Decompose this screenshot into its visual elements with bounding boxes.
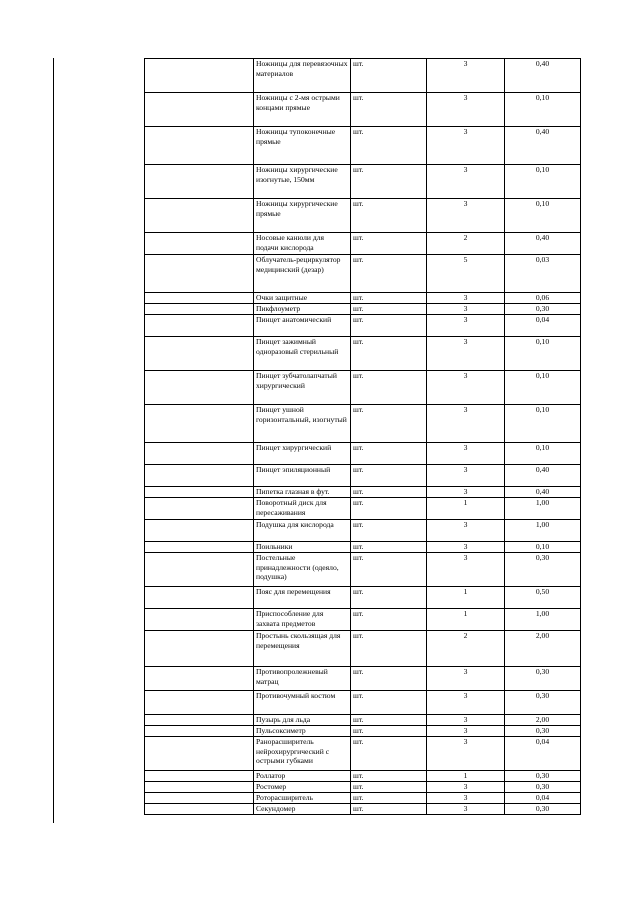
table-row bbox=[145, 487, 581, 498]
quantity-cell: 3 bbox=[427, 804, 505, 815]
left-margin-line bbox=[53, 58, 54, 823]
unit-cell: шт. bbox=[351, 631, 427, 667]
row-number-cell bbox=[145, 487, 254, 498]
unit-cell: шт. bbox=[351, 304, 427, 315]
quantity-cell: 3 bbox=[427, 443, 505, 465]
quantity-cell: 3 bbox=[427, 737, 505, 771]
quantity-cell: 3 bbox=[427, 691, 505, 715]
name-cell: Носовые канюли для подачи кислорода bbox=[254, 233, 351, 255]
row-number-cell bbox=[145, 337, 254, 371]
norm-cell: 1,00 bbox=[505, 520, 581, 542]
row-number-cell bbox=[145, 405, 254, 443]
norm-cell: 0,10 bbox=[505, 165, 581, 199]
unit-cell: шт. bbox=[351, 498, 427, 520]
unit-cell: шт. bbox=[351, 542, 427, 553]
quantity-cell: 3 bbox=[427, 59, 505, 93]
unit-cell: шт. bbox=[351, 691, 427, 715]
unit-cell: шт. bbox=[351, 165, 427, 199]
name-cell: Пинцет ушной горизонтальный, изогнутый bbox=[254, 405, 351, 443]
norm-cell: 0,40 bbox=[505, 59, 581, 93]
name-cell: Ножницы тупоконечные прямые bbox=[254, 127, 351, 165]
norm-cell: 0,40 bbox=[505, 465, 581, 487]
unit-cell: шт. bbox=[351, 337, 427, 371]
row-number-cell bbox=[145, 443, 254, 465]
norm-cell: 1,00 bbox=[505, 498, 581, 520]
table-row bbox=[145, 93, 581, 127]
unit-cell: шт. bbox=[351, 726, 427, 737]
table-row bbox=[145, 315, 581, 337]
row-number-cell bbox=[145, 667, 254, 691]
quantity-cell: 1 bbox=[427, 609, 505, 631]
unit-cell: шт. bbox=[351, 443, 427, 465]
norm-cell: 0,40 bbox=[505, 487, 581, 498]
row-number-cell bbox=[145, 553, 254, 587]
row-number-cell bbox=[145, 771, 254, 782]
table-row bbox=[145, 293, 581, 304]
name-cell: Подушка для кислорода bbox=[254, 520, 351, 542]
norm-cell: 0,04 bbox=[505, 793, 581, 804]
table-row bbox=[145, 371, 581, 405]
row-number-cell bbox=[145, 520, 254, 542]
quantity-cell: 3 bbox=[427, 293, 505, 304]
name-cell: Ранорасширитель нейрохирургический с острыми губками bbox=[254, 737, 351, 771]
unit-cell: шт. bbox=[351, 553, 427, 587]
norm-cell: 0,40 bbox=[505, 233, 581, 255]
table-row bbox=[145, 587, 581, 609]
table-row bbox=[145, 520, 581, 542]
table-row bbox=[145, 127, 581, 165]
norm-cell: 0,30 bbox=[505, 691, 581, 715]
quantity-cell: 3 bbox=[427, 465, 505, 487]
table-row bbox=[145, 405, 581, 443]
table-row bbox=[145, 771, 581, 782]
quantity-cell: 2 bbox=[427, 233, 505, 255]
name-cell: Постельные принадлежности (одеяло, подушка) bbox=[254, 553, 351, 587]
quantity-cell: 3 bbox=[427, 793, 505, 804]
name-cell: Пузырь для льда bbox=[254, 715, 351, 726]
unit-cell: шт. bbox=[351, 587, 427, 609]
norm-cell: 0,10 bbox=[505, 542, 581, 553]
quantity-cell: 3 bbox=[427, 304, 505, 315]
norm-cell: 0,30 bbox=[505, 804, 581, 815]
row-number-cell bbox=[145, 304, 254, 315]
row-number-cell bbox=[145, 542, 254, 553]
row-number-cell bbox=[145, 165, 254, 199]
unit-cell: шт. bbox=[351, 715, 427, 726]
unit-cell: шт. bbox=[351, 487, 427, 498]
name-cell: Простынь скользящая для перемещения bbox=[254, 631, 351, 667]
name-cell: Пинцет эпиляционный bbox=[254, 465, 351, 487]
norm-cell: 0,06 bbox=[505, 293, 581, 304]
norm-cell: 0,30 bbox=[505, 782, 581, 793]
row-number-cell bbox=[145, 127, 254, 165]
norm-cell: 0,10 bbox=[505, 93, 581, 127]
row-number-cell bbox=[145, 233, 254, 255]
norm-cell: 0,10 bbox=[505, 337, 581, 371]
unit-cell: шт. bbox=[351, 737, 427, 771]
norm-cell: 0,04 bbox=[505, 737, 581, 771]
quantity-cell: 3 bbox=[427, 315, 505, 337]
unit-cell: шт. bbox=[351, 59, 427, 93]
table-row bbox=[145, 337, 581, 371]
norm-cell: 0,50 bbox=[505, 587, 581, 609]
name-cell: Поильники bbox=[254, 542, 351, 553]
unit-cell: шт. bbox=[351, 465, 427, 487]
quantity-cell: 3 bbox=[427, 667, 505, 691]
norm-cell: 0,30 bbox=[505, 304, 581, 315]
quantity-cell: 3 bbox=[427, 542, 505, 553]
quantity-cell: 3 bbox=[427, 715, 505, 726]
norm-cell: 2,00 bbox=[505, 631, 581, 667]
unit-cell: шт. bbox=[351, 804, 427, 815]
quantity-cell: 3 bbox=[427, 127, 505, 165]
name-cell: Ножницы с 2-мя острыми концами прямые bbox=[254, 93, 351, 127]
quantity-cell: 3 bbox=[427, 165, 505, 199]
norm-cell: 0,30 bbox=[505, 771, 581, 782]
unit-cell: шт. bbox=[351, 609, 427, 631]
equipment-table bbox=[144, 58, 581, 815]
row-number-cell bbox=[145, 726, 254, 737]
unit-cell: шт. bbox=[351, 127, 427, 165]
quantity-cell: 3 bbox=[427, 371, 505, 405]
row-number-cell bbox=[145, 804, 254, 815]
unit-cell: шт. bbox=[351, 793, 427, 804]
row-number-cell bbox=[145, 59, 254, 93]
name-cell: Противочумный костюм bbox=[254, 691, 351, 715]
quantity-cell: 3 bbox=[427, 726, 505, 737]
row-number-cell bbox=[145, 782, 254, 793]
unit-cell: шт. bbox=[351, 405, 427, 443]
unit-cell: шт. bbox=[351, 199, 427, 233]
table-row bbox=[145, 165, 581, 199]
table-row bbox=[145, 737, 581, 771]
norm-cell: 0,30 bbox=[505, 667, 581, 691]
name-cell: Роторасширитель bbox=[254, 793, 351, 804]
norm-cell: 0,30 bbox=[505, 553, 581, 587]
name-cell: Пипетка глазная в фут. bbox=[254, 487, 351, 498]
row-number-cell bbox=[145, 715, 254, 726]
norm-cell: 2,00 bbox=[505, 715, 581, 726]
quantity-cell: 1 bbox=[427, 587, 505, 609]
table-row bbox=[145, 667, 581, 691]
unit-cell: шт. bbox=[351, 771, 427, 782]
norm-cell: 0,10 bbox=[505, 405, 581, 443]
quantity-cell: 3 bbox=[427, 337, 505, 371]
name-cell: Пинцет зубчатолапчатый хирургический bbox=[254, 371, 351, 405]
table-row bbox=[145, 782, 581, 793]
norm-cell: 0,40 bbox=[505, 127, 581, 165]
table-row bbox=[145, 199, 581, 233]
row-number-cell bbox=[145, 255, 254, 293]
table-row bbox=[145, 691, 581, 715]
table-row bbox=[145, 631, 581, 667]
quantity-cell: 1 bbox=[427, 498, 505, 520]
unit-cell: шт. bbox=[351, 293, 427, 304]
table-row bbox=[145, 793, 581, 804]
table-row bbox=[145, 59, 581, 93]
equipment-table-body bbox=[145, 59, 581, 815]
unit-cell: шт. bbox=[351, 315, 427, 337]
norm-cell: 0,30 bbox=[505, 726, 581, 737]
norm-cell: 0,10 bbox=[505, 199, 581, 233]
row-number-cell bbox=[145, 793, 254, 804]
row-number-cell bbox=[145, 498, 254, 520]
unit-cell: шт. bbox=[351, 93, 427, 127]
name-cell: Ножницы для перевязочных материалов bbox=[254, 59, 351, 93]
norm-cell: 0,04 bbox=[505, 315, 581, 337]
row-number-cell bbox=[145, 691, 254, 715]
name-cell: Облучатель-рециркулятор медицинский (дезар) bbox=[254, 255, 351, 293]
name-cell: Пинцет зажимный одноразовый стерильный bbox=[254, 337, 351, 371]
row-number-cell bbox=[145, 315, 254, 337]
name-cell: Пинцет анатомический bbox=[254, 315, 351, 337]
quantity-cell: 3 bbox=[427, 782, 505, 793]
quantity-cell: 3 bbox=[427, 199, 505, 233]
table-row bbox=[145, 255, 581, 293]
unit-cell: шт. bbox=[351, 255, 427, 293]
name-cell: Поворотный диск для пересаживания bbox=[254, 498, 351, 520]
quantity-cell: 3 bbox=[427, 405, 505, 443]
table-row bbox=[145, 542, 581, 553]
unit-cell: шт. bbox=[351, 233, 427, 255]
norm-cell: 0,10 bbox=[505, 371, 581, 405]
table-row bbox=[145, 233, 581, 255]
name-cell: Ножницы хирургические изогнутые, 150мм bbox=[254, 165, 351, 199]
row-number-cell bbox=[145, 465, 254, 487]
row-number-cell bbox=[145, 631, 254, 667]
unit-cell: шт. bbox=[351, 520, 427, 542]
table-row bbox=[145, 498, 581, 520]
table-row bbox=[145, 715, 581, 726]
row-number-cell bbox=[145, 371, 254, 405]
name-cell: Секундомер bbox=[254, 804, 351, 815]
row-number-cell bbox=[145, 199, 254, 233]
row-number-cell bbox=[145, 587, 254, 609]
row-number-cell bbox=[145, 737, 254, 771]
name-cell: Пояс для перемещения bbox=[254, 587, 351, 609]
table-row bbox=[145, 465, 581, 487]
unit-cell: шт. bbox=[351, 371, 427, 405]
name-cell: Пинцет хирургический bbox=[254, 443, 351, 465]
unit-cell: шт. bbox=[351, 782, 427, 793]
row-number-cell bbox=[145, 609, 254, 631]
quantity-cell: 1 bbox=[427, 771, 505, 782]
table-row bbox=[145, 726, 581, 737]
quantity-cell: 5 bbox=[427, 255, 505, 293]
norm-cell: 1,00 bbox=[505, 609, 581, 631]
unit-cell: шт. bbox=[351, 667, 427, 691]
table-row bbox=[145, 804, 581, 815]
quantity-cell: 3 bbox=[427, 487, 505, 498]
quantity-cell: 3 bbox=[427, 553, 505, 587]
name-cell: Противопролежневый матрац bbox=[254, 667, 351, 691]
table-row bbox=[145, 609, 581, 631]
row-number-cell bbox=[145, 93, 254, 127]
name-cell: Роллатор bbox=[254, 771, 351, 782]
quantity-cell: 2 bbox=[427, 631, 505, 667]
quantity-cell: 3 bbox=[427, 520, 505, 542]
norm-cell: 0,10 bbox=[505, 443, 581, 465]
name-cell: Пульсоксиметр bbox=[254, 726, 351, 737]
table-row bbox=[145, 553, 581, 587]
table-row bbox=[145, 443, 581, 465]
row-number-cell bbox=[145, 293, 254, 304]
norm-cell: 0,03 bbox=[505, 255, 581, 293]
table-row bbox=[145, 304, 581, 315]
name-cell: Пикфлоуметр bbox=[254, 304, 351, 315]
name-cell: Ножницы хирургические прямые bbox=[254, 199, 351, 233]
name-cell: Приспособление для захвата предметов bbox=[254, 609, 351, 631]
quantity-cell: 3 bbox=[427, 93, 505, 127]
name-cell: Ростомер bbox=[254, 782, 351, 793]
name-cell: Очки защитные bbox=[254, 293, 351, 304]
